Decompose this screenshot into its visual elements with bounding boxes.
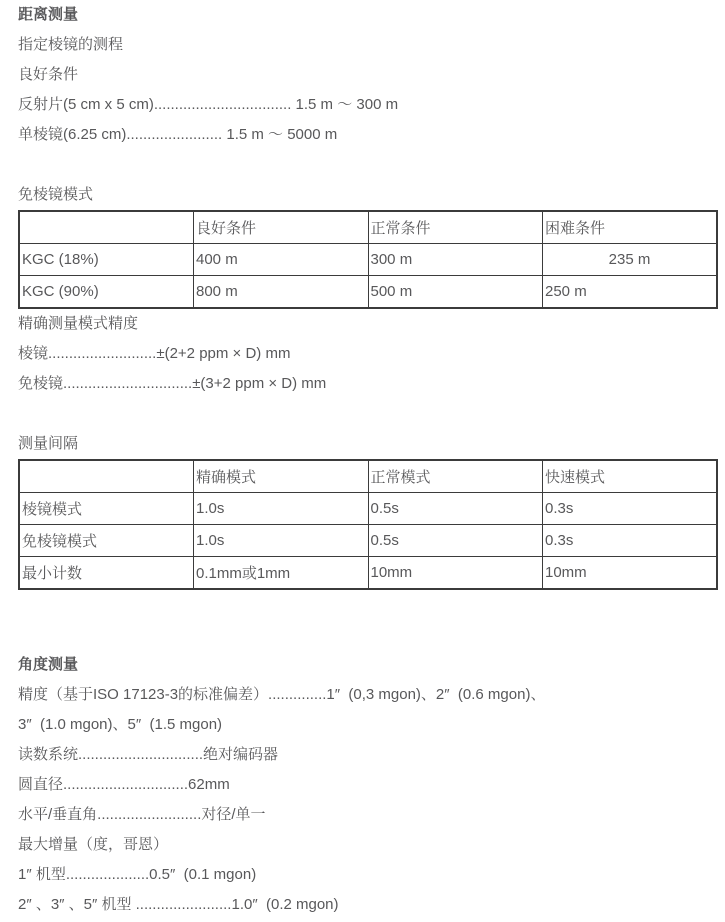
spec-line-precision-prism: 棱镜..........................±(2+2 ppm × D) mm (18, 345, 291, 362)
table-cell: KGC (18%) (19, 244, 194, 276)
spacer (18, 399, 718, 429)
header-cell (19, 460, 194, 493)
spec-line-single-prism: 单棱镜(6.25 cm)....................... 1.5 m ～ 5000 m (18, 126, 338, 143)
table-header-row (19, 460, 717, 493)
table-cell: 0.5s (368, 493, 543, 525)
spec-line-circle-diameter: 圆直径..............................62mm (18, 776, 230, 793)
spec-line-model-235s: 2″ 、3″ 、5″ 机型 .......................1.0″ (0.2 mgon) (18, 896, 339, 913)
table-cell: 300 m (368, 244, 543, 276)
header-cell (19, 211, 194, 244)
header-cell: 精确模式 (194, 460, 369, 493)
table-cell: KGC (90%) (19, 276, 194, 309)
spec-line-model-1s: 1″ 机型....................0.5″ (0.1 mgon) (18, 866, 257, 883)
section-heading-distance: 距离测量 (18, 6, 79, 23)
spacer (18, 150, 718, 180)
table-cell: 免棱镜模式 (19, 525, 194, 557)
spec-line-interval-title: 测量间隔 (18, 435, 79, 452)
reflectorless-range-table (18, 210, 718, 309)
header-cell: 正常模式 (368, 460, 543, 493)
table-cell: 1.0s (194, 525, 369, 557)
table-cell: 800 m (194, 276, 369, 309)
spec-line-range-label: 指定棱镜的测程 (18, 36, 124, 53)
table-cell: 235 m (543, 244, 718, 276)
spec-line-reflectorless-mode: 免棱镜模式 (18, 186, 94, 203)
header-cell: 困难条件 (543, 211, 718, 244)
table-cell: 400 m (194, 244, 369, 276)
spec-line-hv-angle: 水平/垂直角.........................对径/单一 (18, 806, 266, 823)
table-row (19, 244, 717, 276)
table-row (19, 525, 717, 557)
header-cell: 快速模式 (543, 460, 718, 493)
table-row (19, 493, 717, 525)
spec-line-max-increment: 最大增量（度，哥恩） (18, 836, 169, 853)
spec-line-reflector: 反射片(5 cm x 5 cm)................................. 1.5 m ～ 300 m (18, 96, 399, 113)
table-cell: 500 m (368, 276, 543, 309)
table-cell: 1.0s (194, 493, 369, 525)
table-cell: 0.3s (543, 525, 718, 557)
spec-line-precision-title: 精确测量模式精度 (18, 315, 139, 332)
table-cell: 0.5s (368, 525, 543, 557)
table-cell: 250 m (543, 276, 718, 309)
header-cell: 正常条件 (368, 211, 543, 244)
table-row (19, 557, 717, 590)
spacer (18, 590, 718, 650)
measurement-interval-table (18, 459, 718, 590)
table-cell: 10mm (368, 557, 543, 590)
table-cell: 10mm (543, 557, 718, 590)
table-cell: 最小计数 (19, 557, 194, 590)
spec-line-accuracy-2: 3″ (1.0 mgon)、5″ (1.5 mgon) (18, 716, 223, 733)
table-row (19, 276, 717, 309)
table-cell: 棱镜模式 (19, 493, 194, 525)
table-cell: 0.3s (543, 493, 718, 525)
spec-line-accuracy-1: 精度（基于ISO 17123-3的标准偏差）..............1″ (0,3 mgon)、2″ (0.6 mgon)、 (18, 686, 546, 703)
table-cell: 0.1mm或1mm (194, 557, 369, 590)
header-cell: 良好条件 (194, 211, 369, 244)
spec-line-reading-system: 读数系统..............................绝对编码器 (18, 746, 279, 763)
section-heading-angle: 角度测量 (18, 656, 79, 673)
table-header-row (19, 211, 717, 244)
spec-line-precision-reflectorless: 免棱镜...............................±(3+2 ppm × D) mm (18, 375, 327, 392)
spec-line-good-conditions: 良好条件 (18, 66, 79, 83)
